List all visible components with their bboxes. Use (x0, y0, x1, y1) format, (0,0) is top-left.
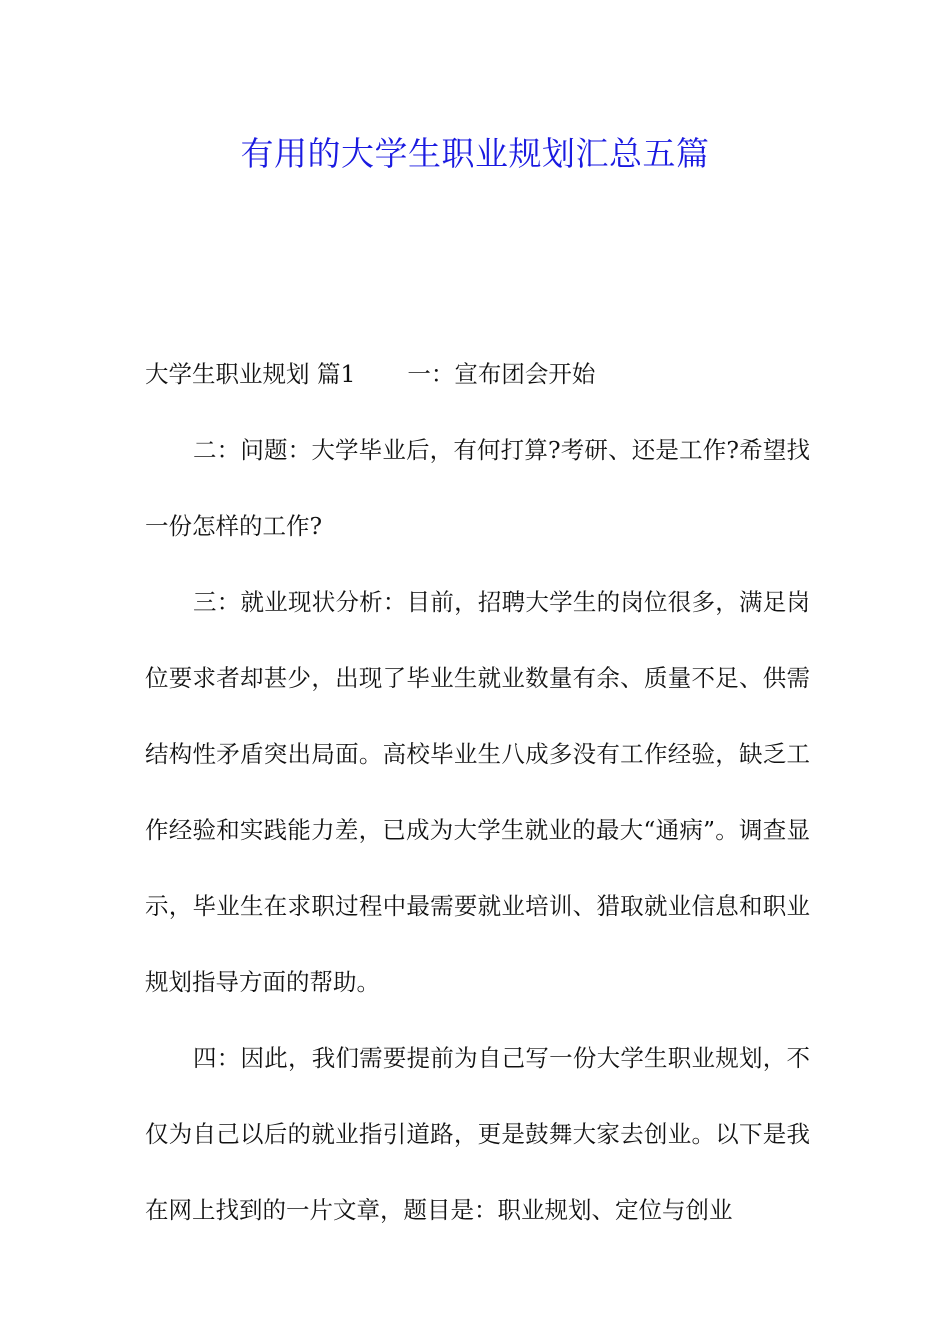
paragraph-2: 二：问题：大学毕业后，有何打算?考研、还是工作?希望找一份怎样的工作? (145, 436, 810, 540)
paragraph-3: 三：就业现状分析：目前，招聘大学生的岗位很多，满足岗位要求者却甚少，出现了毕业生就业数量有余、质量不足、供需结构性矛盾突出局面。高校毕业生八成多没有工作经验，缺乏工作经验和实践能力差，已成为大学生就业的最大“通病”。调查显示，毕业生在求职过程中最需要就业培训、猎取就业信息和职业规划指导方面的帮助。 (145, 588, 810, 996)
document-title: 有用的大学生职业规划汇总五篇 (240, 134, 710, 173)
document-body (145, 336, 810, 1248)
section-heading-line (145, 336, 810, 412)
paragraph-1: 一：宣布团会开始 (407, 360, 596, 388)
paragraph-4: 四：因此，我们需要提前为自己写一份大学生职业规划，不仅为自己以后的就业指引道路，更是鼓舞大家去创业。以下是我在网上找到的一片文章，题目是：职业规划、定位与创业 (145, 1044, 810, 1224)
section-heading: 大学生职业规划 篇1 (145, 360, 356, 388)
